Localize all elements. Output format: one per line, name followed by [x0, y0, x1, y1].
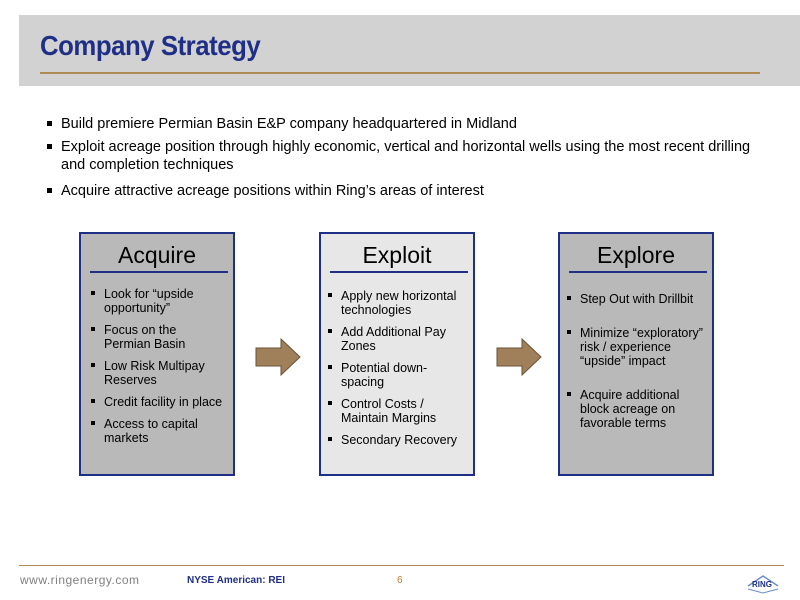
list-item: Secondary Recovery [327, 433, 469, 447]
acquire-list [90, 287, 225, 453]
title-divider [40, 72, 760, 74]
bullet-square-icon [567, 330, 571, 334]
page-number: 6 [397, 575, 403, 586]
bullet-square-icon [328, 365, 332, 369]
intro-bullet: Exploit acreage position through highly economic, vertical and horizontal wells using the most recent drilling and completion techniques [45, 138, 765, 174]
list-item: Add Additional Pay Zones [327, 325, 469, 353]
bullet-square-icon [328, 293, 332, 297]
list-item: Apply new horizontal technologies [327, 289, 469, 317]
bullet-square-icon [47, 121, 52, 126]
list-item: Access to capital markets [90, 417, 225, 445]
list-item: Potential down-spacing [327, 361, 469, 389]
explore-box-divider [569, 271, 707, 273]
exploit-box-divider [330, 271, 468, 273]
acquire-box-divider [90, 271, 228, 273]
list-item: Credit facility in place [90, 395, 225, 409]
acquire-box-title: Acquire [118, 242, 196, 268]
right-arrow-icon [496, 338, 542, 376]
bullet-square-icon [91, 399, 95, 403]
list-item: Low Risk Multipay Reserves [90, 359, 225, 387]
intro-bullet-list [45, 115, 765, 205]
bullet-square-icon [91, 421, 95, 425]
bullet-square-icon [47, 188, 52, 193]
explore-box [558, 232, 714, 476]
bullet-square-icon [328, 437, 332, 441]
page-title: Company Strategy [40, 30, 261, 61]
list-item: Control Costs / Maintain Margins [327, 397, 469, 425]
exploit-box [319, 232, 475, 476]
bullet-square-icon [91, 363, 95, 367]
explore-box-title: Explore [597, 242, 675, 268]
bullet-square-icon [328, 401, 332, 405]
footer-ticker: NYSE American: REI [187, 575, 285, 586]
footer-website-link[interactable]: www.ringenergy.com [20, 573, 140, 587]
explore-list [566, 292, 708, 438]
right-arrow-icon [255, 338, 301, 376]
bullet-square-icon [91, 327, 95, 331]
footer-divider [19, 565, 784, 566]
exploit-list [327, 289, 469, 455]
bullet-square-icon [567, 296, 571, 300]
list-item: Acquire additional block acreage on favorable terms [566, 388, 708, 430]
list-item: Step Out with Drillbit [566, 292, 708, 306]
list-item: Focus on the Permian Basin [90, 323, 225, 351]
acquire-box [79, 232, 235, 476]
bullet-square-icon [328, 329, 332, 333]
intro-bullet: Build premiere Permian Basin E&P company headquartered in Midland [45, 115, 765, 133]
bullet-square-icon [91, 291, 95, 295]
list-item: Minimize “exploratory” risk / experience “upside” impact [566, 326, 708, 368]
exploit-box-title: Exploit [362, 242, 432, 268]
bullet-square-icon [567, 392, 571, 396]
list-item: Look for “upside opportunity” [90, 287, 225, 315]
intro-bullet: Acquire attractive acreage positions within Ring’s areas of interest [45, 182, 765, 200]
bullet-square-icon [47, 144, 52, 149]
ring-logo-text: RING [752, 580, 772, 589]
